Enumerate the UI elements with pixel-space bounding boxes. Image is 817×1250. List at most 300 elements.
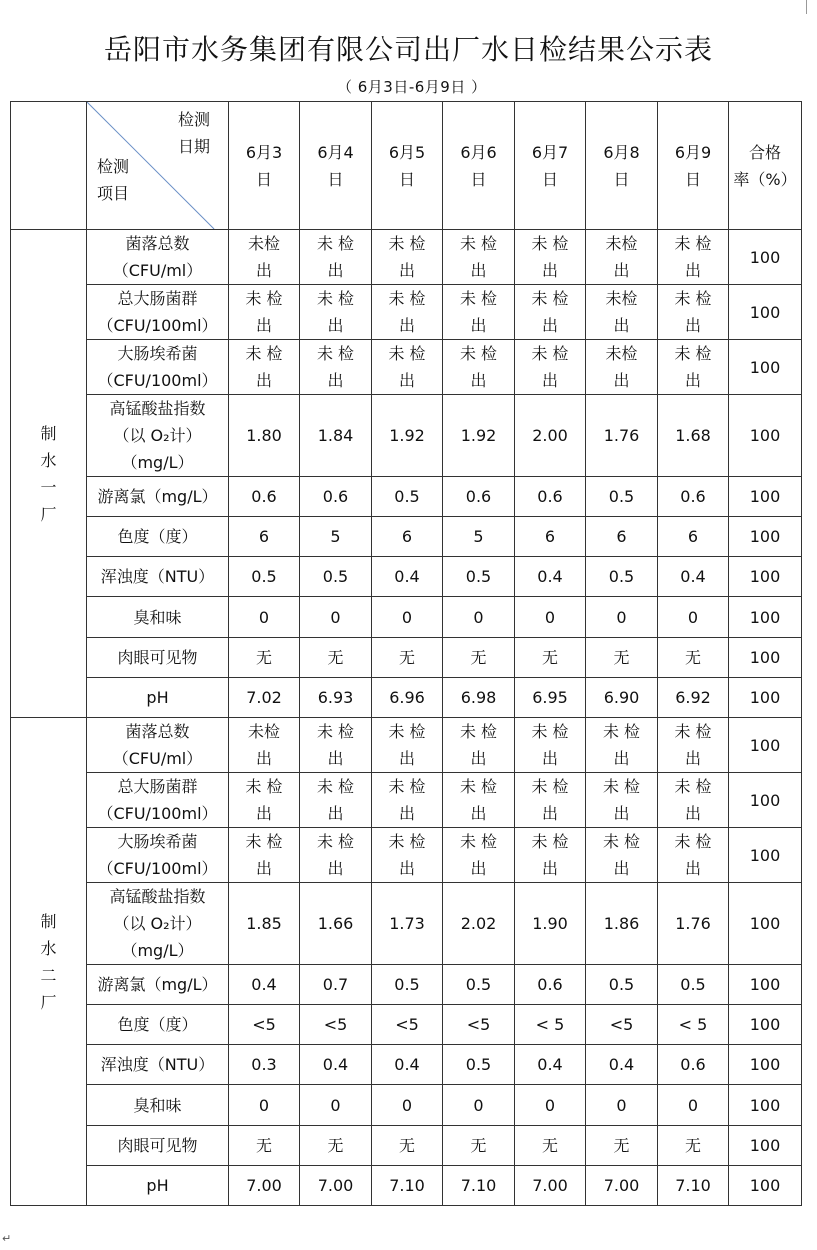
result-value: 6 [687, 527, 699, 546]
result-value: 未 检 [531, 289, 569, 308]
test-item-cell [87, 678, 229, 718]
result-value: 6 [258, 527, 270, 546]
test-item-text: 大肠埃希菌 [117, 344, 198, 363]
result-value: 未 检 [388, 777, 426, 796]
result-value: 出 [684, 316, 701, 335]
result-value: 出 [398, 804, 415, 823]
result-cell [372, 597, 443, 638]
table-row [11, 1085, 802, 1126]
result-cell [586, 828, 658, 883]
result-value: 无 [684, 1136, 701, 1155]
result-value: 无 [541, 648, 558, 667]
result-value: 出 [327, 316, 344, 335]
result-cell [658, 477, 729, 517]
result-value: 未 检 [459, 777, 498, 796]
result-value: 出 [613, 316, 630, 335]
result-value: 0 [330, 607, 341, 627]
result-cell [229, 678, 300, 718]
result-value: 未 检 [388, 289, 426, 308]
result-value: 未 检 [316, 344, 355, 363]
result-cell [443, 965, 515, 1005]
result-cell [372, 638, 443, 678]
result-cell [300, 883, 372, 965]
result-cell [229, 395, 300, 477]
pass-rate-cell [729, 340, 802, 395]
pass-rate-value: 100 [749, 426, 781, 445]
result-value: 出 [470, 749, 487, 768]
result-value: 未 检 [316, 234, 355, 253]
result-value: 出 [398, 316, 415, 335]
result-value: 0.4 [394, 567, 420, 586]
table-row [11, 285, 802, 340]
table-row [11, 638, 802, 678]
test-item-text: pH [146, 1176, 169, 1195]
result-cell [229, 230, 300, 285]
result-value: 0.6 [537, 487, 563, 506]
result-value: 0.4 [680, 567, 706, 586]
result-value: 未检 [605, 344, 638, 363]
result-value: <5 [323, 1015, 348, 1034]
result-cell [515, 883, 586, 965]
result-cell [229, 773, 300, 828]
test-item-text: （CFU/100ml） [97, 371, 218, 390]
pass-rate-value: 100 [749, 1015, 781, 1034]
header-pass-rate-cell [729, 102, 802, 230]
test-item-text: 臭和味 [133, 1095, 182, 1115]
result-cell [372, 1126, 443, 1166]
result-value: 出 [327, 859, 344, 878]
pass-rate-cell [729, 285, 802, 340]
result-value: < 5 [678, 1015, 708, 1034]
result-value: 0 [473, 607, 484, 627]
result-value: 未 检 [531, 344, 569, 363]
result-cell [515, 597, 586, 638]
result-value: 1.76 [675, 914, 711, 933]
header-date-label [178, 106, 210, 160]
result-cell [658, 1085, 729, 1126]
result-value: 2.00 [532, 426, 568, 445]
header-date-text: 日 [613, 169, 630, 189]
factory-name-char: 制 [40, 911, 57, 931]
test-item-cell [87, 1045, 229, 1085]
pass-rate-value: 100 [749, 487, 781, 506]
result-cell [229, 883, 300, 965]
result-value: 0.5 [680, 975, 706, 994]
result-value: 无 [327, 648, 344, 667]
result-cell [658, 1005, 729, 1045]
test-item-cell [87, 517, 229, 557]
test-item-text: （CFU/100ml） [97, 316, 218, 335]
result-value: 出 [684, 859, 701, 878]
result-value: 未 检 [245, 289, 283, 308]
result-value: 出 [541, 261, 558, 280]
result-value: 0.4 [394, 1055, 420, 1074]
result-cell [515, 285, 586, 340]
test-item-text: 游离氯（mg/L） [97, 975, 218, 994]
result-cell [372, 828, 443, 883]
result-cell [229, 965, 300, 1005]
result-cell [658, 597, 729, 638]
result-cell [300, 285, 372, 340]
table-row [11, 230, 802, 285]
header-date-label-line: 日期 [177, 137, 210, 156]
pass-rate-cell [729, 678, 802, 718]
test-item-cell [87, 773, 229, 828]
result-cell [229, 828, 300, 883]
result-cell [229, 1085, 300, 1126]
header-date-cell [443, 102, 515, 230]
result-cell [229, 1126, 300, 1166]
result-value: 未 检 [388, 234, 426, 253]
test-item-text: 菌落总数 [125, 722, 190, 741]
result-value: 7.00 [603, 1176, 640, 1195]
result-value: 未检 [605, 234, 638, 253]
result-value: < 5 [535, 1015, 565, 1034]
header-date-text: 6月5 [388, 142, 426, 162]
result-value: 无 [327, 1136, 344, 1155]
result-cell [443, 773, 515, 828]
result-cell [443, 1166, 515, 1206]
test-item-cell [87, 477, 229, 517]
header-date-text: 日 [470, 169, 487, 189]
test-item-text: pH [146, 688, 169, 707]
test-item-text: 游离氯（mg/L） [97, 487, 218, 506]
result-value: 0 [544, 607, 556, 627]
result-cell [586, 340, 658, 395]
test-item-text: 臭和味 [133, 607, 182, 627]
result-value: 出 [541, 749, 558, 768]
result-cell [229, 597, 300, 638]
result-cell [300, 1085, 372, 1126]
test-item-text: （CFU/100ml） [97, 859, 218, 878]
result-value: 出 [684, 371, 701, 390]
result-cell [300, 678, 372, 718]
result-value: 6.95 [532, 688, 568, 707]
result-value: 无 [398, 648, 415, 667]
result-value: 1.68 [675, 426, 711, 445]
result-value: 2.02 [460, 914, 497, 933]
result-cell [658, 678, 729, 718]
result-cell [515, 517, 586, 557]
result-value: 未 检 [674, 722, 712, 741]
result-value: 未 检 [316, 289, 355, 308]
pass-rate-value: 100 [749, 648, 781, 667]
test-item-text: 大肠埃希菌 [117, 832, 198, 851]
water-quality-table [10, 101, 802, 1206]
result-value: 未 检 [531, 832, 569, 851]
result-cell [229, 718, 300, 773]
result-cell [300, 1005, 372, 1045]
pass-rate-value: 100 [749, 567, 781, 586]
result-cell [586, 477, 658, 517]
test-item-text: （以 O₂计） [113, 914, 202, 933]
result-value: 0.5 [608, 975, 635, 994]
result-cell [658, 557, 729, 597]
result-value: 1.86 [603, 914, 640, 933]
test-item-cell [87, 828, 229, 883]
result-value: 无 [470, 648, 487, 667]
result-cell [515, 1005, 586, 1045]
pass-rate-cell [729, 395, 802, 477]
result-cell [443, 395, 515, 477]
pass-rate-cell [729, 1085, 802, 1126]
result-value: 未 检 [316, 832, 355, 851]
result-cell [372, 230, 443, 285]
result-cell [658, 718, 729, 773]
result-value: 0.5 [465, 975, 492, 994]
result-value: 出 [470, 859, 487, 878]
pass-rate-value: 100 [749, 527, 781, 546]
result-cell [658, 638, 729, 678]
pass-rate-value: 100 [749, 735, 781, 755]
result-value: 0.5 [465, 1055, 492, 1074]
pass-rate-cell [729, 828, 802, 883]
result-value: 出 [398, 261, 415, 280]
factory-name-cell [11, 718, 87, 1206]
result-value: 未 检 [531, 777, 569, 796]
result-cell [229, 1005, 300, 1045]
result-cell [586, 718, 658, 773]
header-pass-rate-text: 合格 [748, 142, 781, 162]
result-value: <5 [466, 1015, 491, 1034]
header-date-text: 日 [327, 169, 344, 189]
test-item-text: （mg/L） [121, 941, 194, 960]
result-value: <5 [609, 1015, 634, 1034]
table-row [11, 597, 802, 638]
result-value: 0 [687, 607, 699, 627]
result-value: 1.85 [246, 914, 282, 933]
result-cell [443, 1005, 515, 1045]
pass-rate-value: 100 [749, 975, 781, 994]
result-value: 0.5 [608, 567, 635, 586]
result-value: 0.6 [537, 975, 563, 994]
test-item-cell [87, 1005, 229, 1045]
test-item-cell [87, 1126, 229, 1166]
result-cell [586, 285, 658, 340]
result-value: 出 [613, 371, 630, 390]
header-date-text: 日 [255, 169, 272, 189]
result-value: 7.00 [532, 1176, 568, 1195]
result-value: 1.76 [603, 426, 640, 445]
test-item-cell [87, 718, 229, 773]
test-item-cell [87, 285, 229, 340]
test-item-text: 色度（度） [117, 527, 198, 546]
result-cell [300, 230, 372, 285]
test-item-text: （以 O₂计） [113, 426, 202, 445]
result-cell [658, 828, 729, 883]
test-item-text: （CFU/ml） [112, 261, 203, 280]
test-item-text: 肉眼可见物 [117, 1136, 198, 1155]
test-item-text: 总大肠菌群 [117, 777, 198, 796]
result-value: 未 检 [245, 777, 283, 796]
result-value: <5 [395, 1015, 419, 1034]
result-value: 7.10 [389, 1176, 425, 1195]
header-date-text: 6月3 [245, 142, 283, 162]
test-item-cell [87, 340, 229, 395]
test-item-text: 色度（度） [117, 1015, 198, 1034]
result-cell [443, 828, 515, 883]
test-item-text: 肉眼可见物 [117, 648, 198, 667]
result-cell [372, 678, 443, 718]
result-value: 未 检 [674, 777, 712, 796]
result-value: 0.3 [251, 1055, 277, 1074]
header-pass-rate-text: 率（%） [733, 169, 797, 189]
result-value: 无 [398, 1136, 415, 1155]
test-item-cell [87, 1085, 229, 1126]
result-cell [443, 285, 515, 340]
header-date-text: 日 [684, 169, 701, 189]
result-cell [443, 1085, 515, 1126]
result-value: 0.6 [465, 487, 492, 506]
result-cell [300, 1045, 372, 1085]
result-value: 0.5 [394, 975, 420, 994]
result-cell [515, 1166, 586, 1206]
test-item-text: （mg/L） [121, 453, 194, 472]
header-date-text: 6月7 [531, 142, 569, 162]
header-item-label-line: 检测 [97, 157, 130, 176]
result-value: 出 [327, 804, 344, 823]
result-value: 出 [255, 316, 272, 335]
result-cell [658, 230, 729, 285]
result-cell [443, 477, 515, 517]
result-value: 6 [616, 527, 627, 546]
result-value: 无 [470, 1136, 487, 1155]
result-value: 出 [255, 859, 272, 878]
result-cell [372, 1005, 443, 1045]
factory-name-char: 厂 [40, 992, 57, 1012]
result-value: 无 [613, 1136, 630, 1155]
result-value: 出 [684, 749, 701, 768]
result-cell [300, 597, 372, 638]
test-item-cell [87, 597, 229, 638]
factory-name-cell [11, 230, 87, 718]
result-value: 出 [255, 261, 272, 280]
result-value: 0.4 [537, 1055, 563, 1074]
result-cell [443, 638, 515, 678]
test-item-cell [87, 557, 229, 597]
result-value: 未 检 [459, 344, 498, 363]
factory-name-char: 二 [40, 965, 57, 985]
pass-rate-cell [729, 557, 802, 597]
result-value: 未 检 [459, 289, 498, 308]
result-cell [658, 883, 729, 965]
result-value: 未 检 [388, 832, 426, 851]
result-cell [586, 557, 658, 597]
pass-rate-value: 100 [749, 1095, 781, 1115]
result-cell [372, 1085, 443, 1126]
result-cell [515, 340, 586, 395]
result-value: 6.96 [389, 688, 425, 707]
result-value: 6.92 [675, 688, 711, 707]
result-cell [372, 477, 443, 517]
result-value: 5 [473, 527, 484, 546]
result-cell [658, 285, 729, 340]
result-cell [586, 230, 658, 285]
result-cell [372, 1166, 443, 1206]
result-value: 0 [616, 1095, 627, 1115]
result-cell [586, 1005, 658, 1045]
result-value: 0 [616, 607, 627, 627]
result-cell [300, 477, 372, 517]
table-row [11, 1005, 802, 1045]
result-value: 未 检 [459, 722, 498, 741]
result-value: 未 检 [674, 344, 712, 363]
table-row [11, 557, 802, 597]
table-row [11, 828, 802, 883]
test-item-cell [87, 230, 229, 285]
result-value: 7.00 [246, 1176, 282, 1195]
date-range-subtitle: （ 6月3日-6月9日 ） [337, 78, 487, 96]
page-title: 岳阳市水务集团有限公司出厂水日检结果公示表 [103, 33, 713, 66]
result-value: 未 检 [602, 832, 641, 851]
result-value: 0.5 [322, 567, 349, 586]
result-value: 未 检 [316, 722, 355, 741]
result-value: 0.6 [251, 487, 277, 506]
result-cell [586, 1126, 658, 1166]
result-cell [586, 1085, 658, 1126]
result-value: 0.5 [465, 567, 492, 586]
result-value: 未检 [247, 234, 280, 253]
result-cell [229, 557, 300, 597]
result-value: 出 [613, 804, 630, 823]
pass-rate-cell [729, 638, 802, 678]
result-cell [515, 477, 586, 517]
result-cell [658, 517, 729, 557]
result-cell [372, 773, 443, 828]
result-value: 1.90 [532, 914, 568, 933]
result-value: 出 [327, 371, 344, 390]
result-cell [515, 230, 586, 285]
result-value: 出 [613, 261, 630, 280]
result-cell [300, 1166, 372, 1206]
result-cell [515, 638, 586, 678]
page-corner-mark [806, 0, 811, 14]
result-value: 0.5 [394, 487, 420, 506]
result-value: 未 检 [388, 344, 426, 363]
test-item-cell [87, 395, 229, 477]
result-cell [586, 1045, 658, 1085]
result-value: 未 检 [674, 832, 712, 851]
result-cell [586, 517, 658, 557]
result-value: 无 [541, 1136, 558, 1155]
result-value: 未 检 [316, 777, 355, 796]
table-row [11, 1166, 802, 1206]
result-cell [586, 395, 658, 477]
pass-rate-value: 100 [749, 688, 781, 707]
result-cell [658, 1045, 729, 1085]
table-row [11, 1045, 802, 1085]
test-item-text: （CFU/ml） [112, 749, 203, 768]
header-row [11, 102, 802, 230]
pass-rate-cell [729, 773, 802, 828]
result-value: 无 [255, 648, 272, 667]
table-row [11, 678, 802, 718]
result-value: 1.92 [460, 426, 497, 445]
header-date-cell [658, 102, 729, 230]
result-cell [229, 477, 300, 517]
pass-rate-value: 100 [749, 790, 781, 810]
paragraph-mark: ↵ [2, 1232, 12, 1245]
result-cell [300, 828, 372, 883]
result-value: 1.92 [389, 426, 425, 445]
test-item-text: 高锰酸盐指数 [109, 399, 206, 418]
result-value: 未 检 [674, 289, 712, 308]
result-value: 出 [541, 371, 558, 390]
result-cell [515, 773, 586, 828]
test-item-cell [87, 638, 229, 678]
result-value: 出 [255, 371, 272, 390]
header-date-cell [300, 102, 372, 230]
